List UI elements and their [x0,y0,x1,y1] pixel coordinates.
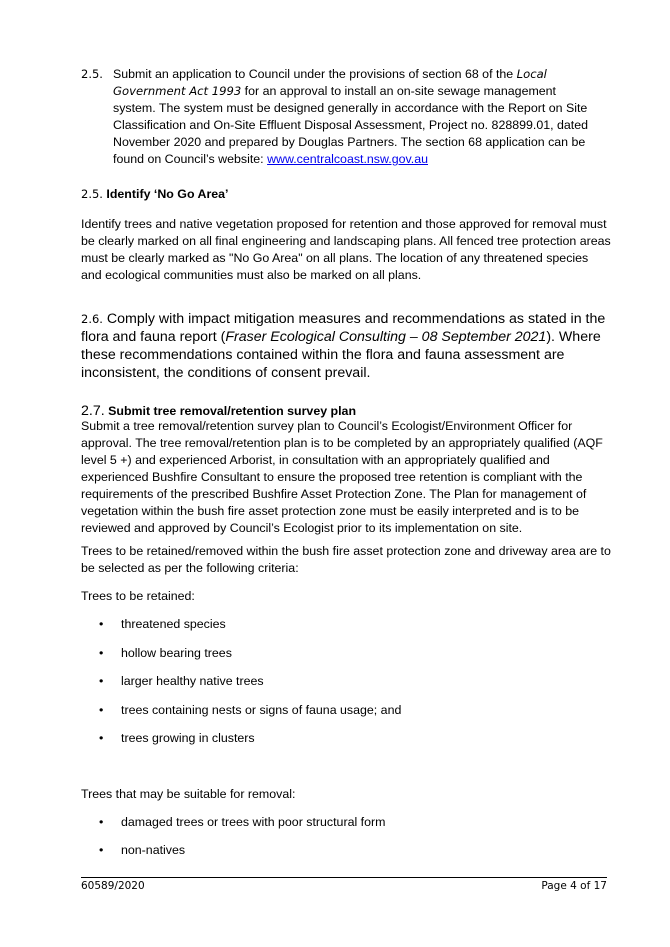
bullet-icon: • [99,646,104,660]
bullet-icon: • [99,617,104,631]
condition-2-5-sewage [81,66,601,168]
removal-heading: Trees that may be suitable for removal: [81,787,296,801]
condition-2-5-body: Identify trees and native vegetation proposed for retention and those approved for removal must be clearly marked on all final engineering and landscaping plans. All fenced tree protection areas must be clearly marked as "No Go Area" on all plans. The location of any threatened species and ecological communities must also be marked on all plans. [81,217,611,282]
bullet-icon: • [99,731,104,745]
condition-number: 2.7. [81,403,105,419]
bullet-icon: • [99,674,104,688]
document-page: 2.5. Submit an application to Council under the provisions of section 68 of the Local Government Act 1993 for an approval to install an on-site sewage management system. The system must be designed generally in accordance with the Report on Site Classification and On-Site Effluent Disposal Assessment, Project no. 828899.01, dated November 2020 and prepared by Douglas Partners. The section 68 application can be found on Council’s website: www.centralcoast.nsw.gov.au 2.5. Identify ‘No Go Area’ Identify trees and native vegetation proposed for retention and those approved for removal must be clearly marked on all final engineering and landscaping plans. All fenced tree protection areas must be clearly marked as "No Go Area" on all plans. The location of any threatened species and ecological communities must also be marked on all plans. 2.6. Comply with impact mitigation measures and recommendations as stated in the flora and fauna report (Fraser Ecological Consulting – 08 September 2021). Where these recommendations contained within the flora and fauna assessment are inconsistent, the conditions of consent prevail. 2.7. Submit tree removal/retention survey plan Submit a tree removal/retention survey plan to Council’s Ecologist/Environment Officer for approval. The tree removal/retention plan is to be completed by an appropriately qualified (AQF level 5 +) and experienced Arborist, in consultation with an appropriately qualified and experienced Bushfire Consultant to ensure the proposed tree retention is compliant with the requirements of the prescribed Bushfire Asset Protection Zone. The Plan for management of vegetation within the bush fire asset protection zone must be easily interpreted and is to be reviewed and approved by Council’s Ecologist prior to its implementation on site. Trees to be retained/removed within the bush fire asset protection zone and driveway area are to be selected as per the following criteria: Trees to be retained: • threatened species • hollow bearing trees • larger healthy native trees • trees containing nests or signs of fauna usage; and • trees growing in clusters Trees that may be suitable for removal: • damaged trees or trees with poor structural form • non-natives 60589/2020 Page 4 of 17 [81,67,611,892]
condition-heading: Identify ‘No Go Area’ [106,187,229,201]
condition-number: 2.5. [81,67,103,81]
condition-text: Submit an application to Council under the provisions of section 68 of the Local Government Act 1993 for an approval to install an on-site sewage management system. The system must be designed generally in accordance with the Report on Site Classification and On-Site Effluent Disposal Assessment, Project no. 828899.01, dated November 2020 and prepared by Douglas Partners. The section 68 application can be found on Council’s website: www.centralcoast.nsw.gov.au [113,67,589,166]
condition-2-6: 2.6. Comply with impact mitigation measures and recommendations as stated in the flora and fauna report (Fraser Ecological Consulting – 08 September 2021). Where these recommendations contained within the flora and fauna assessment are inconsistent, the conditions of consent prevail. [81,311,606,381]
report-reference: Fraser Ecological Consulting – 08 September 2021 [225,329,547,345]
council-website-link[interactable]: www.centralcoast.nsw.gov.au [267,152,428,166]
condition-2-5-heading [81,186,611,203]
bullet-icon: • [99,815,104,829]
footer-page-number: Page 4 of 17 [541,880,607,892]
act-name: Local Government Act 1993 [113,67,547,98]
footer-reference: 60589/2020 [81,880,145,892]
condition-number: 2.5. [81,187,103,201]
condition-2-7-body: Submit a tree removal/retention survey plan to Council’s Ecologist/Environment Officer for approval. The tree removal/retention plan is to be completed by an appropriately qualified (AQF level 5 +) and experienced Arborist, in consultation with an appropriately qualified and experienced Bushfire Consultant to ensure the proposed tree retention is compliant with the requirements of the prescribed Bushfire Asset Protection Zone. The Plan for management of vegetation within the bush fire asset protection zone must be easily interpreted and is to be reviewed and approved by Council’s Ecologist prior to its implementation on site. [81,419,603,535]
bullet-icon: • [99,843,104,857]
condition-number: 2.6. [81,312,103,326]
retained-heading: Trees to be retained: [81,589,195,603]
criteria-intro: Trees to be retained/removed within the bush fire asset protection zone and driveway area are to be selected as per the following criteria: [81,544,611,575]
footer-divider [81,877,607,878]
bullet-icon: • [99,703,104,717]
condition-heading: Submit tree removal/retention survey plan [108,404,357,418]
